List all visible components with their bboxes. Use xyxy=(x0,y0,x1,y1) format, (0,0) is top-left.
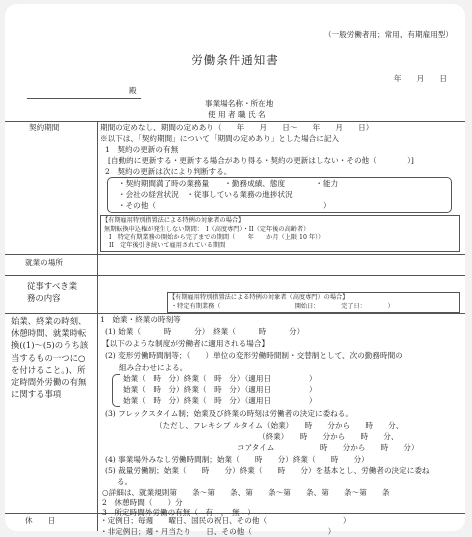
special-measures-line: II 定年後引き続いて雇用されている期間 xyxy=(109,242,226,249)
hours-line: （ただし、フレキシブ ルタイム（始業） 時 分から 時 分、 xyxy=(155,421,404,430)
contract-line: ・契約期間満了時の業務量 ・勤務成績、態度 ・能力 xyxy=(118,179,339,188)
form-category: （一般労働者用；常用、有期雇用型） xyxy=(323,30,453,39)
label-holidays: 休 日 xyxy=(25,516,56,525)
contract-line: ※以下は、「契約期間」について「期間の定めあり」とした場合に記入 xyxy=(100,134,340,143)
employer-signatory: 使 用 者 職 氏 名 xyxy=(208,110,266,119)
hours-line: 2 休憩時間（ ）分 xyxy=(102,498,183,507)
contract-line: ・その他（ ） xyxy=(118,201,331,210)
job-special-line: ・特定有期業務（ 開始日： 完了日： ） xyxy=(171,303,394,310)
page-title: 労働条件通知書 xyxy=(191,53,279,67)
hours-line: （終業） 時 分から 時 分、 xyxy=(258,432,399,441)
hours-line: (4) 事業場外みなし労働時間制；始業（ 時 分）終業（ 時 分） xyxy=(105,455,369,464)
holiday-line: ・定例日；毎週 曜日、国民の祝日、その他（ ） xyxy=(100,516,351,525)
label-job-content: 従事すべき業務の内容 xyxy=(27,281,78,304)
row-divider xyxy=(5,254,465,255)
hours-line: コアタイム 時 分から 時 分） xyxy=(237,443,419,452)
contract-line: 2 契約の更新は次により判断する。 xyxy=(105,167,232,176)
label-column-divider xyxy=(97,121,98,531)
hours-line: ○詳細は、就業規則第 条～第 条、第 条～第 条、第 条～第 条 xyxy=(102,488,390,497)
contract-line: ・会社の経営状況 ・従事している業務の進捗状況 xyxy=(118,190,293,199)
label-working-hours: 始業、終業の時刻、休憩時間、就業時転換((1)～(5)のうち該当するもの一つに○を付けること。)、所定時間外労働の有無に関する事項 xyxy=(11,316,89,400)
labor-conditions-notice xyxy=(5,4,465,536)
label-contract-period: 契約期間 xyxy=(29,123,60,132)
job-special-title: 【有期雇用特別措置法による特例の対象者（高度専門）の場合】 xyxy=(169,294,349,301)
special-measures-line: I 特定有期業務の開始から完了までの期間（ 年 か月（上限 10 年）） xyxy=(109,234,325,241)
addressee-underline xyxy=(27,98,141,99)
hours-line: 始業（ 時 分）終業（ 時 分）（適用日 ） xyxy=(123,385,317,394)
shift-bracket xyxy=(112,374,120,407)
hours-line: 始業（ 時 分）終業（ 時 分）（適用日 ） xyxy=(123,374,317,383)
contract-line: [自動的に更新する・更新する場合があり得る・契約の更新はしない・その他（ ）] xyxy=(108,156,414,165)
addressee-suffix: 殿 xyxy=(129,86,137,95)
contract-line: 1 契約の更新の有無 xyxy=(105,145,179,154)
hours-line: る。 xyxy=(117,477,133,486)
employer-name-address: 事業場名称・所在地 xyxy=(205,99,274,108)
row-divider xyxy=(5,313,465,314)
table-top-border xyxy=(5,121,465,122)
hours-line: 3 所定時間外労働の有無（ 有 ， 無 ） xyxy=(102,508,255,517)
issue-date: 年 月 日 xyxy=(393,74,447,83)
holiday-line: ・非定例日；週・月当たり 日、その他（ ） xyxy=(100,527,336,536)
row-divider xyxy=(5,275,465,276)
hours-line: 1 始業・終業の時刻等 xyxy=(100,315,181,324)
hours-line: 組み合わせによる。 xyxy=(119,363,188,372)
hours-line: (5) 裁量労働制；始業（ 時 分）終業（ 時 分）を基本とし、労働者の決定に委ね xyxy=(105,466,430,475)
contract-line: 期間の定めなし、期間の定めあり（ 年 月 日～ 年 月 日） xyxy=(100,123,374,132)
special-measures-line: 無期転換申込権が発生しない期間： I（高度専門）・II（定年後の高齢者） xyxy=(104,226,310,233)
special-measures-title: 【有期雇用特別措置法による特例の対象者の場合】 xyxy=(102,217,245,224)
hours-line: 【以下のような制度が労働者に適用される場合】 xyxy=(102,339,270,348)
label-workplace: 就業の場所 xyxy=(25,258,63,267)
hours-line: (1) 始業（ 時 分） 終業（ 時 分） xyxy=(105,327,305,336)
hours-line: (2) 変形労働時間制等；（ ）単位の変形労働時間制・交替制として、次の勤務時間の xyxy=(105,351,403,360)
hours-line: (3) フレックスタイム制；始業及び終業の時刻は労働者の決定に委ねる。 xyxy=(105,409,353,418)
hours-line: 始業（ 時 分）終業（ 時 分）（適用日 ） xyxy=(123,396,317,405)
